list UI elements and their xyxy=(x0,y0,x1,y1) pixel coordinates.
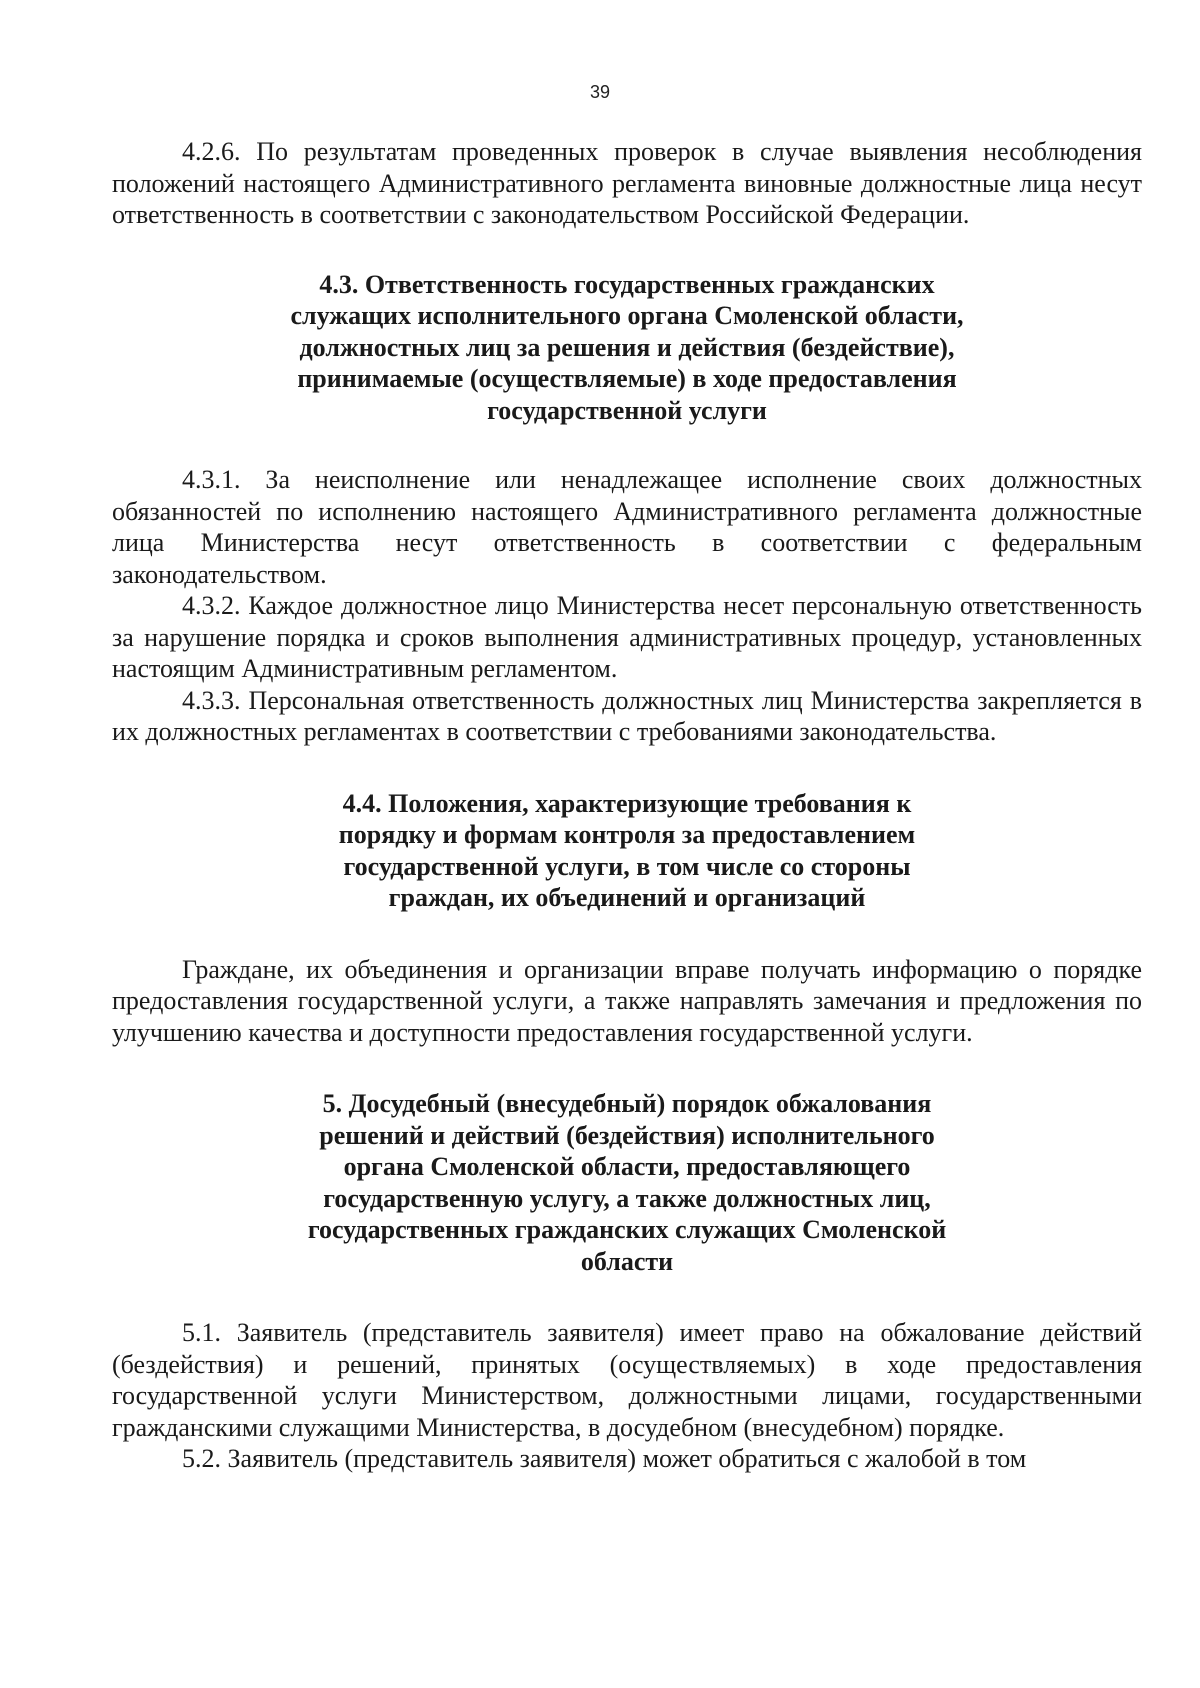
paragraph-4-3-2: 4.3.2. Каждое должностное лицо Министерства несет персональную ответственность за нарушение порядка и сроков выполнения административных процедур, установленных настоящим Административным регламентом. xyxy=(112,591,1142,683)
document-body xyxy=(112,136,1142,1475)
paragraph-4-4: Граждане, их объединения и организации вправе получать информацию о порядке предоставления государственной услуги, а также направлять замечания и предложения по улучшению качества и доступности предоставления государственной услуги. xyxy=(112,954,1142,1047)
paragraph-4-3-1: 4.3.1. За неисполнение или ненадлежащее исполнение своих должностных обязанностей по исполнению настоящего Административного регламента должностные лица Министерства несут ответственность в соответствии с федеральным законодательством. xyxy=(112,465,1142,589)
heading-5: 5. Досудебный (внесудебный) порядок обжалования решений и действий (бездействия) исполнительного органа Смоленской области, предоставляющего государственную услугу, а также должностных лиц, государственных гражданских служащих Смоленской области xyxy=(307,1089,947,1276)
paragraph-4-3-3: 4.3.3. Персональная ответственность должностных лиц Министерства закрепляется в их должностных регламентах в соответствии с требованиями законодательства. xyxy=(112,685,1142,746)
page-number: 39 xyxy=(589,82,611,102)
heading-4-4: 4.4. Положения, характеризующие требования к порядку и формам контроля за предоставлением государственной услуги, в том числе со стороны граждан, их объединений и организаций xyxy=(338,788,916,912)
paragraph-5-1: 5.1. Заявитель (представитель заявителя) имеет право на обжалование действий (бездействия) и решений, принятых (осуществляемых) в ходе предоставления государственной услуги Министерством, должностными лицами, государственными гражданскими служащими Министерства, в досудебном (внесудебном) порядке. xyxy=(112,1318,1142,1442)
paragraph-4-2-6: 4.2.6. По результатам проведенных проверок в случае выявления несоблюдения положений настоящего Административного регламента виновные должностные лица несут ответственность в соответствии с законодательством Российской Федерации. xyxy=(112,137,1142,229)
paragraph-5-2: 5.2. Заявитель (представитель заявителя) может обратиться с жалобой в том xyxy=(182,1444,1027,1473)
heading-4-3: 4.3. Ответственность государственных гражданских служащих исполнительного органа Смоленской области, должностных лиц за решения и действия (бездействие), принимаемые (осуществляемые) в ходе предоставления государственной услуги xyxy=(290,269,964,425)
